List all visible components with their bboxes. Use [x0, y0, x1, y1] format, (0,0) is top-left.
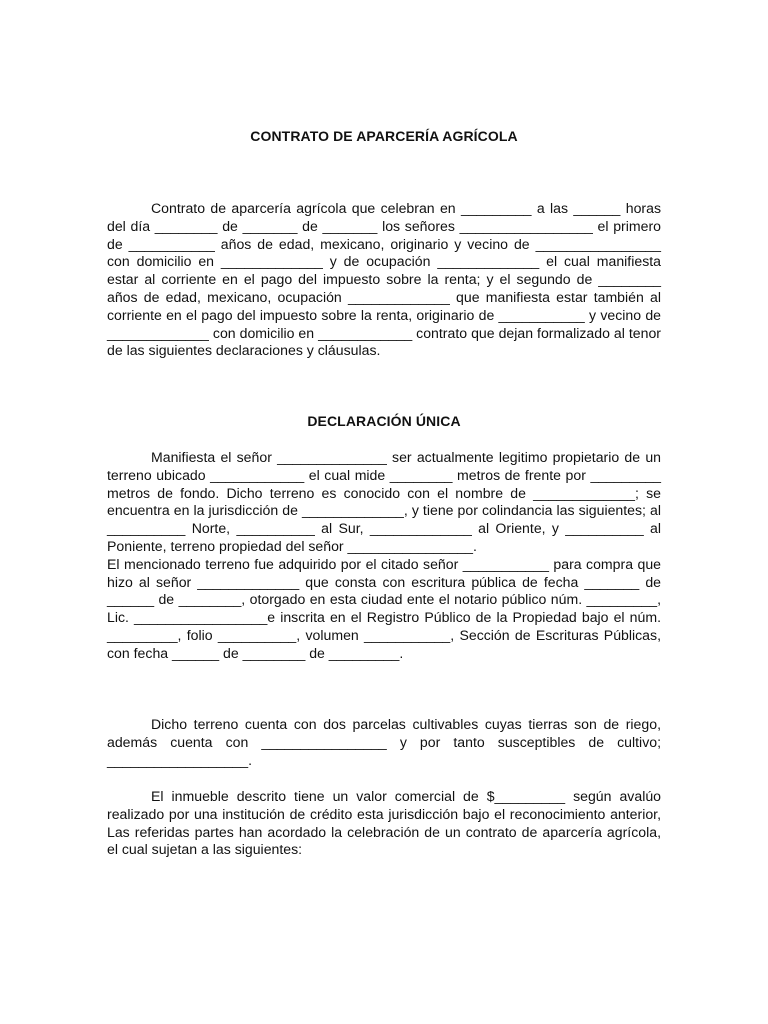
declaration-block: [107, 449, 661, 663]
declaration-paragraph: Manifiesta el señor ______________ ser actualmente legitimo propietario de un terreno ubicado ____________ el cual mide ________ metros de frente por _________ metros de fondo. Dicho terreno es conocido con el nombre de _____________; se encuentra en la jurisdicción de _____________, y tiene por colindancia las siguientes; al __________ Norte, __________ al Sur, _____________ al Oriente, y __________ al Poniente, terreno propiedad del señor ________________.: [107, 449, 661, 554]
document-title: CONTRATO DE APARCERÍA AGRÍCOLA: [250, 128, 518, 144]
acquisition-paragraph: El mencionado terreno fue adquirido por el citado señor ___________ para compra que hizo al señor _____________ que consta con escritura pública de fecha _______ de ______ de ________, otorgado en esta ciudad ente el notario público núm. _________, Lic. _________________e inscrita en el Registro Público de la Propiedad bajo el núm. _________, folio __________, volumen ___________, Sección de Escrituras Públicas, con fecha ______ de ________ de _________.: [107, 555, 661, 661]
parcels-paragraph: Dicho terreno cuenta con dos parcelas cultivables cuyas tierras son de riego, además cuenta con ________________ y por tanto susceptibles de cultivo; __________________.: [107, 716, 661, 768]
intro-paragraph: Contrato de aparcería agrícola que celebran en _________ a las ______ horas del día ________ de _______ de _______ los señores _________________ el primero de ___________ años de edad, mexicano, originario y vecino de ________________ con domicilio en _____________ y de ocupación _____________ el cual manifiesta estar al corriente en el pago del impuesto sobre la renta; y el segundo de ________ años de edad, mexicano, ocupación _____________ que manifiesta estar también al corriente en el pago del impuesto sobre la renta, originario de ___________ y vecino de _____________ con domicilio en ____________ contrato que dejan formalizado al tenor de las siguientes declaraciones y cláusulas.: [107, 200, 661, 359]
section-title: DECLARACIÓN ÚNICA: [307, 413, 461, 429]
value-paragraph: El inmueble descrito tiene un valor comercial de $_________ según avalúo realizado por una institución de crédito esta jurisdicción bajo el reconocimiento anterior, Las referidas partes han acordado la celebración de un contrato de aparcería agrícola, el cual sujetan a las siguientes:: [107, 788, 661, 858]
